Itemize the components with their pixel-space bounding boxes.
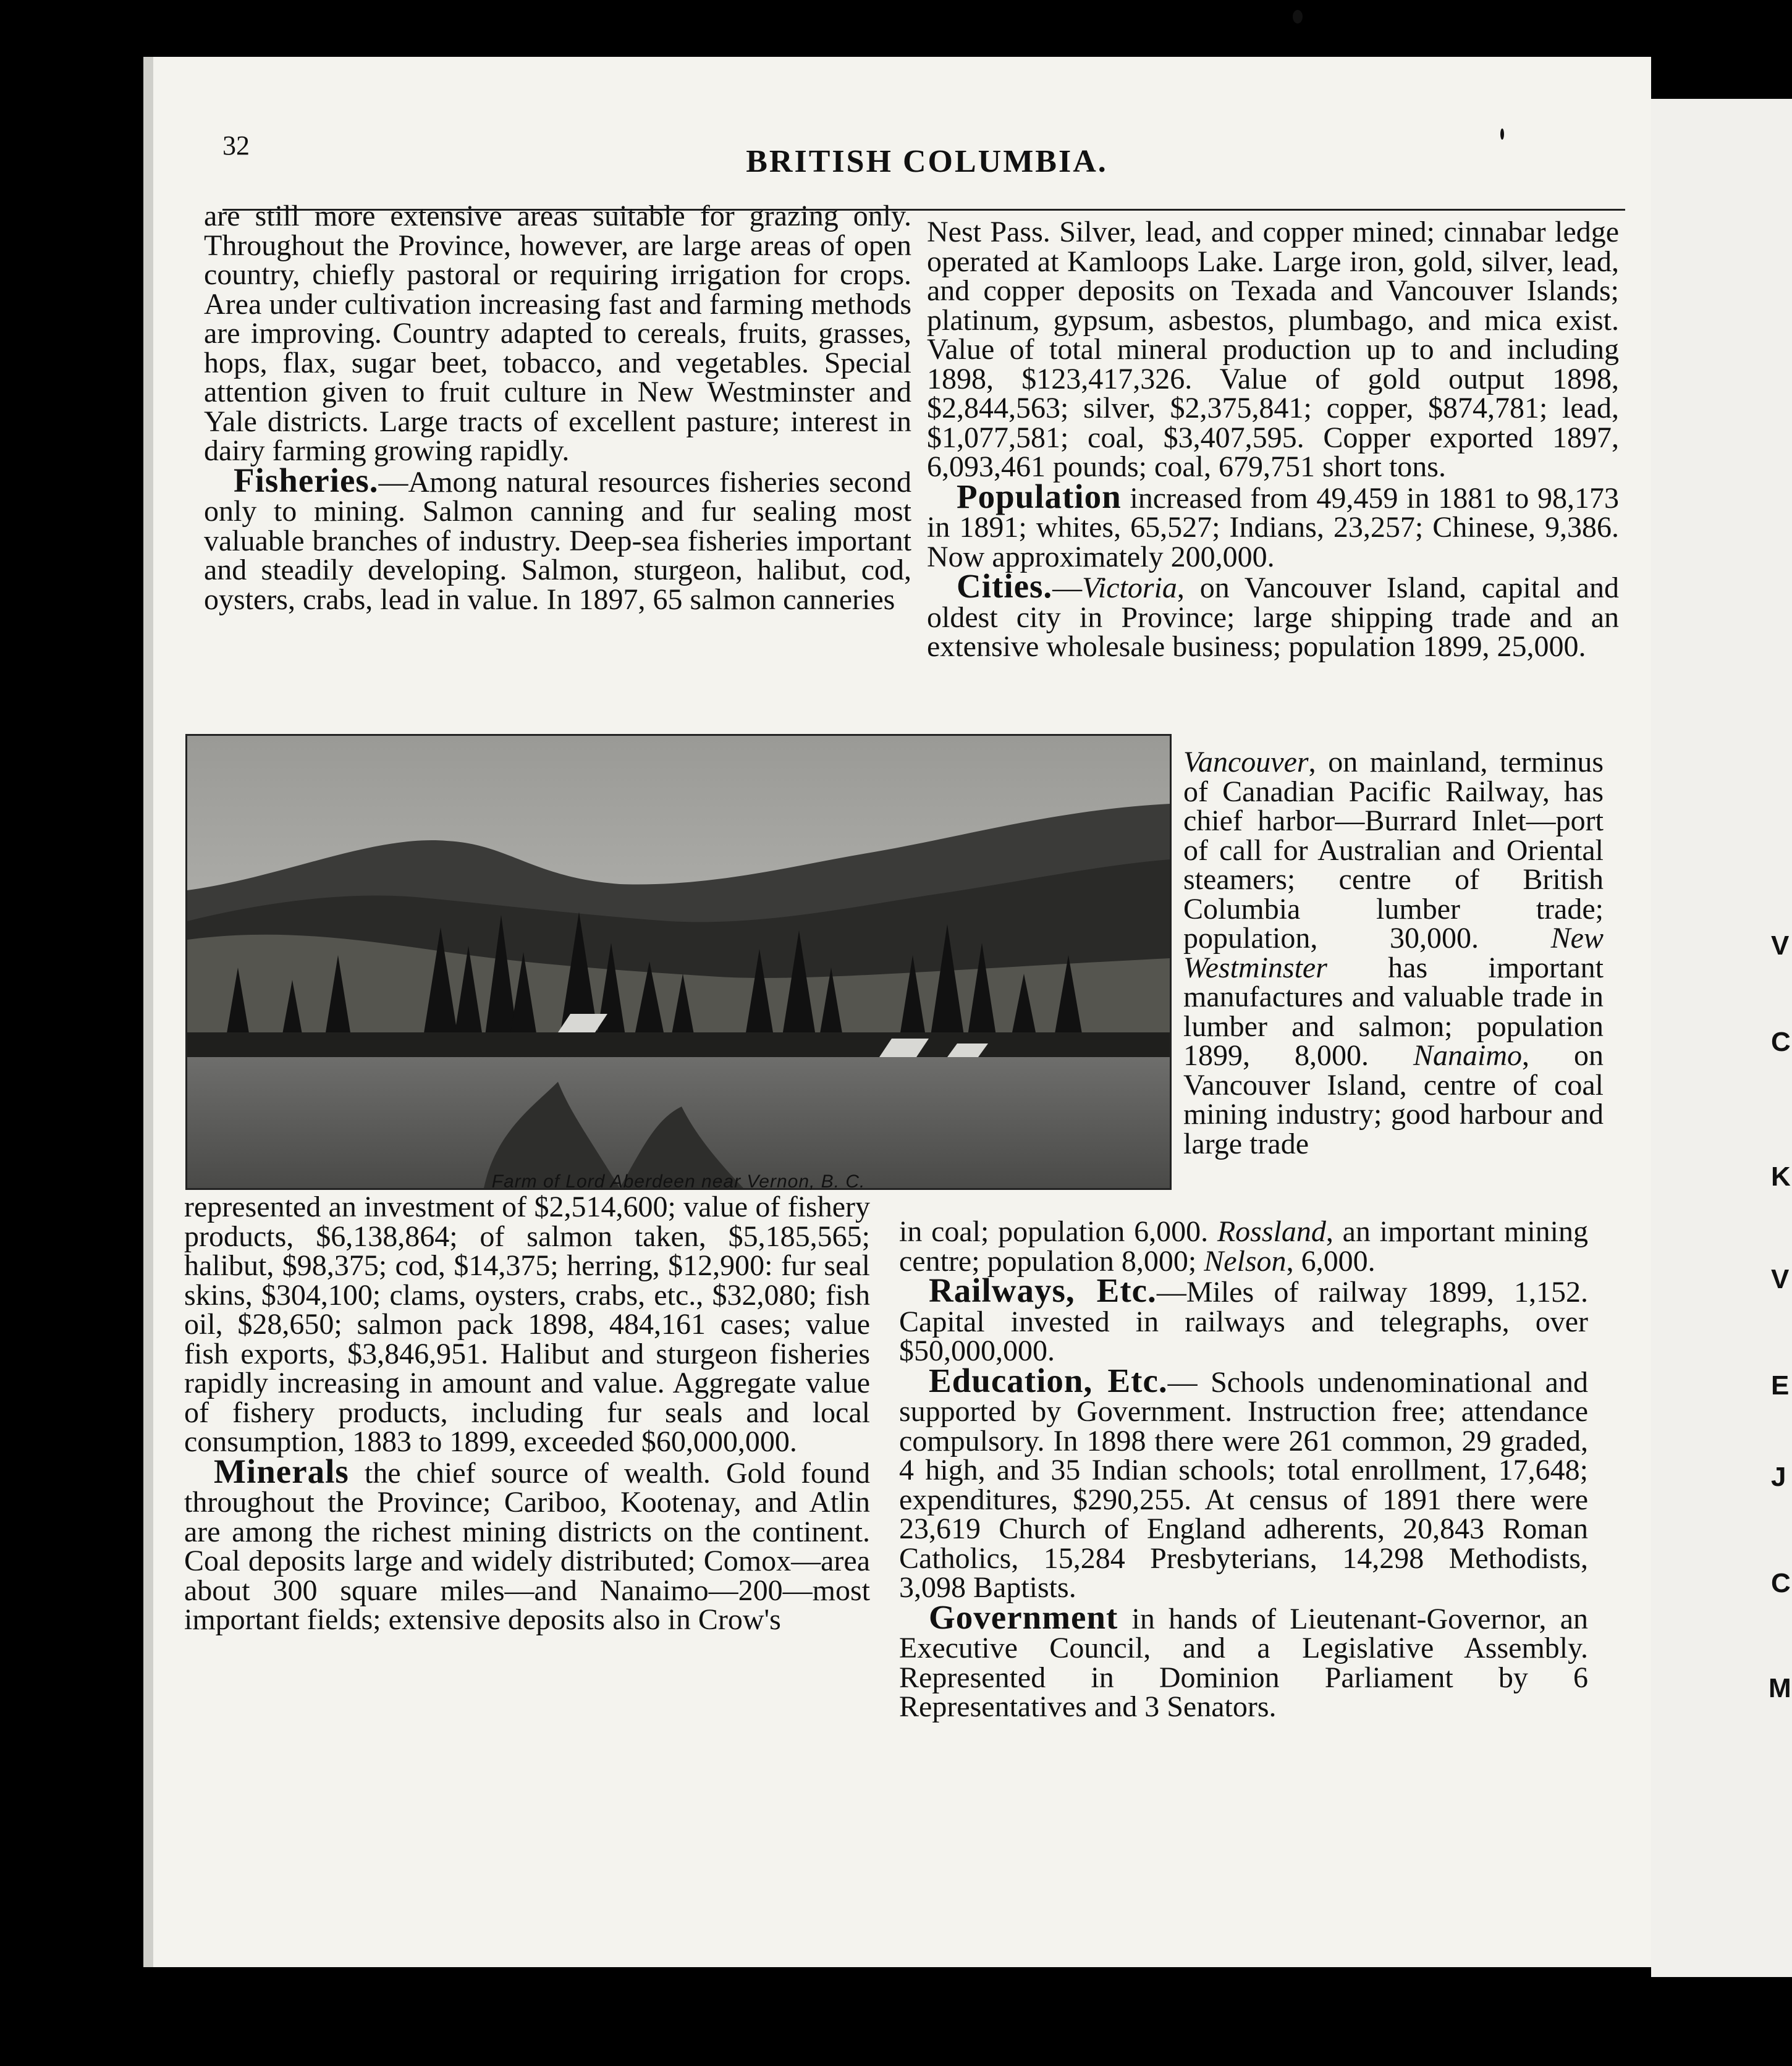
farm-photograph <box>185 734 1172 1190</box>
minerals-text: the chief source of wealth. Gold found throughout the Province; Cariboo, Kootenay, and Atlin are among the richest mining districts on the continent. Coal deposits large and widely distributed; Comox—area about 300 square miles—and Nanaimo—200—most important fields; extensive deposits also in Crow's <box>184 1456 870 1636</box>
fisheries-continued-paragraph: represented an investment of $2,514,600; value of fishery products, $6,138,864; of salmon taken, $5,185,565; halibut, $98,375; cod, $14,375; herring, $12,900: fur seal skins, $304,100; clams, oysters, crabs, etc., $32,080; fish oil, $28,650; salmon pack 1898, 484,161 cases; value fish exports, $3,846,951. Halibut and sturgeon fisheries rapidly increasing in amount and value. Aggregate value of fishery products, including fur seals and local consumption, 1883 to 1899, exceeded $60,000,000. <box>184 1191 870 1458</box>
photo-caption: Farm of Lord Aberdeen near Vernon, B. C. <box>491 1171 866 1192</box>
left-column-top <box>204 201 911 614</box>
population-heading: Population <box>957 477 1122 515</box>
right-column-top <box>927 217 1619 662</box>
railways-text: —Miles of railway 1899, 1,152. Capital invested in railways and telegraphs, over $50,000,000. <box>899 1276 1588 1367</box>
edge-letter: E <box>1771 1370 1790 1401</box>
cities-text-1: , on Vancouver Island, capital and oldest city in Province; large shipping trade and an extensive wholesale business; population 1899, 25,000. <box>927 571 1619 663</box>
government-heading: Government <box>929 1598 1118 1636</box>
edge-letter: J <box>1771 1462 1786 1492</box>
edge-letter: C <box>1771 1568 1791 1598</box>
cities-dash: — <box>1052 571 1083 604</box>
minerals-heading: Minerals <box>214 1452 349 1490</box>
cities-continued-paragraph <box>1183 748 1604 1158</box>
cities-paragraph <box>927 567 1619 663</box>
left-column-bottom <box>184 1192 870 1635</box>
landscape-photo-image <box>187 736 1170 1188</box>
right-column-bottom <box>899 1217 1588 1722</box>
railways-heading: Railways, Etc. <box>929 1271 1157 1309</box>
cities-text-5: in coal; population 6,000. <box>899 1215 1217 1248</box>
education-paragraph <box>899 1361 1588 1604</box>
government-text: in hands of Lieutenant-Governor, an Executive Council, and a Legislative Assembly. Represented in Dominion Parliament by 6 Representatives and 3 Senators. <box>899 1602 1588 1723</box>
page-number: 32 <box>222 130 250 161</box>
city-nelson: Nelson <box>1204 1244 1287 1278</box>
edge-letter: V <box>1771 930 1790 961</box>
cities-text-3: has important manufactures and valuable trade in lumber and salmon; population 1899, 8,000. <box>1183 951 1604 1072</box>
running-title: BRITISH COLUMBIA. <box>746 144 1108 179</box>
cities-text-2: , on mainland, terminus of Canadian Pacific Railway, has chief harbor—Burrard Inlet—port of call for Australian and Oriental steamers; centre of British Columbia lumber trade; population, 30,000. <box>1183 746 1604 955</box>
education-text: — Schools undenominational and supported by Government. Instruction free; attendance compulsory. In 1898 there were 261 common, 29 graded, 4 high, and 35 Indian schools; total enrollment, 17,648; expenditures, $290,255. At census of 1891 there were 23,619 Church of England adherents, 20,843 Roman Catholics, 15,284 Presbyterians, 14,298 Methodists, 3,098 Baptists. <box>899 1365 1588 1604</box>
fisheries-text: —Among natural resources fisheries second only to mining. Salmon canning and fur sealing most valuable branches of industry. Deep-sea fisheries important and steadily developing. Salmon, sturgeon, halibut, cod, oysters, crabs, lead in value. In 1897, 65 salmon canneries <box>204 465 911 616</box>
population-paragraph <box>927 477 1619 573</box>
city-vancouver: Vancouver <box>1183 746 1309 778</box>
cities-text-6: , an important mining centre; population 8,000; <box>899 1215 1588 1278</box>
agriculture-paragraph: are still more extensive areas suitable for grazing only. Throughout the Province, however, are large areas of open country, chiefly pastoral or requiring irrigation for crops. Area under cultivation increasing fast and farming methods are improving. Country adapted to cereals, fruits, grasses, hops, flax, sugar beet, tobacco, and vegetables. Special attention given to fruit culture in New Westminster and Yale districts. Large tracts of excellent pasture; interest in dairy farming growing rapidly. <box>204 200 911 467</box>
city-rossland: Rossland <box>1217 1215 1326 1248</box>
edge-letter: K <box>1771 1162 1791 1192</box>
edge-letter: C <box>1771 1027 1791 1057</box>
edge-letter: V <box>1771 1264 1790 1294</box>
railways-paragraph <box>899 1271 1588 1367</box>
city-victoria: Victoria <box>1082 571 1177 604</box>
education-heading: Education, Etc. <box>929 1361 1168 1399</box>
cities-heading: Cities. <box>957 567 1053 605</box>
scan-speck <box>1293 10 1303 23</box>
city-new-westminster: New Westminster <box>1183 922 1604 984</box>
government-paragraph <box>899 1598 1588 1723</box>
city-nanaimo: Nanaimo <box>1413 1039 1523 1072</box>
population-text: increased from 49,459 in 1881 to 98,173 in 1891; whites, 65,527; Indians, 23,257; Chinese, 9,386. Now approximately 200,000. <box>927 481 1619 573</box>
cities-text-4: , on Vancouver Island, centre of coal mining industry; good harbour and large trade <box>1183 1039 1604 1160</box>
edge-letter: M <box>1769 1673 1791 1703</box>
fisheries-heading: Fisheries. <box>234 461 379 499</box>
page-header <box>222 130 1631 179</box>
fisheries-paragraph <box>204 461 911 616</box>
minerals-continued-paragraph: Nest Pass. Silver, lead, and copper mined; cinnabar ledge operated at Kamloops Lake. Large iron, gold, silver, lead, and copper deposits on Texada and Vancouver Islands; platinum, gypsum, asbestos, plumbago, and mica exist. Value of total mineral production up to and including 1898, $123,417,326. Value of gold output 1898, $2,844,563; silver, $2,375,841; copper, $874,781; lead, $1,077,581; coal, $3,407,595. Copper exported 1897, 6,093,461 pounds; coal, 679,751 short tons. <box>927 216 1619 483</box>
right-column-wrap <box>1183 748 1604 1158</box>
minerals-paragraph <box>184 1452 870 1636</box>
cities-text-7: , 6,000. <box>1286 1244 1376 1278</box>
cities-final-paragraph <box>899 1217 1588 1276</box>
